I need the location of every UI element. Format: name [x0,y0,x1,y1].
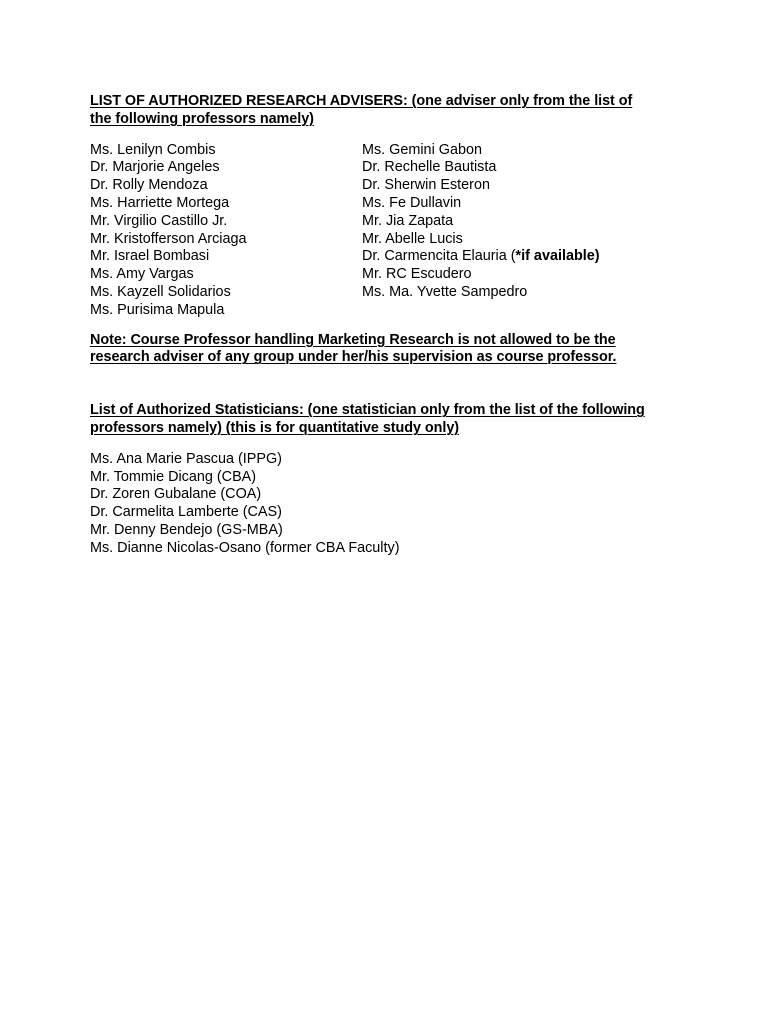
statistician-name: Ms. Ana Marie Pascua (IPPG) [90,450,282,467]
advisers-right-column [362,142,662,320]
note-line-2: research adviser of any group under her/his supervision as course professor. [90,349,617,366]
adviser-name-elauria [362,248,662,266]
statistician-name: Ms. Dianne Nicolas-Osano (former CBA Faculty) [90,539,400,556]
statistician-name: Mr. Tommie Dicang (CBA) [90,468,257,485]
adviser-name: Mr. RC Escudero [362,266,472,283]
advisers-heading [90,93,690,129]
adviser-name: Mr. Jia Zapata [362,212,454,229]
statisticians-list [90,451,690,558]
statisticians-heading-line-1: List of Authorized Statisticians: (one statistician only from the list of the following [90,402,645,419]
adviser-name: Mr. Kristofferson Arciaga [90,230,247,247]
adviser-name: Ms. Lenilyn Combis [90,141,216,158]
adviser-name: Ms. Amy Vargas [90,266,194,283]
adviser-name: Ms. Ma. Yvette Sampedro [362,283,528,300]
advisers-heading-line-2: the following professors namely) [90,110,314,127]
document-page [90,93,690,558]
adviser-name: Mr. Abelle Lucis [362,230,463,247]
adviser-restriction-note [90,332,690,368]
statisticians-heading-line-2: professors namely) (this is for quantitative study only) [90,419,460,436]
availability-note: *if available) [515,248,600,265]
adviser-name: Dr. Rechelle Bautista [362,159,497,176]
adviser-name: Ms. Harriette Mortega [90,194,230,211]
adviser-name-text: Dr. Carmencita Elauria ( [362,248,516,265]
adviser-name: Dr. Marjorie Angeles [90,159,220,176]
statistician-name: Dr. Carmelita Lamberte (CAS) [90,504,282,521]
adviser-name: Ms. Gemini Gabon [362,141,482,158]
statistician-name: Mr. Denny Bendejo (GS-MBA) [90,521,283,538]
adviser-name: Ms. Purisima Mapula [90,301,225,318]
adviser-name: Mr. Israel Bombasi [90,248,210,265]
advisers-list [90,142,690,320]
advisers-left-column [90,142,362,320]
adviser-name: Ms. Fe Dullavin [362,194,462,211]
statisticians-heading [90,402,690,438]
adviser-name: Dr. Rolly Mendoza [90,177,208,194]
advisers-heading-line-1: LIST OF AUTHORIZED RESEARCH ADVISERS: (one adviser only from the list of [90,93,633,109]
adviser-name: Mr. Virgilio Castillo Jr. [90,212,228,229]
adviser-name: Dr. Sherwin Esteron [362,177,490,194]
adviser-name: Ms. Kayzell Solidarios [90,283,231,300]
statistician-name: Dr. Zoren Gubalane (COA) [90,486,262,503]
note-line-1: Note: Course Professor handling Marketing Research is not allowed to be the [90,331,616,348]
